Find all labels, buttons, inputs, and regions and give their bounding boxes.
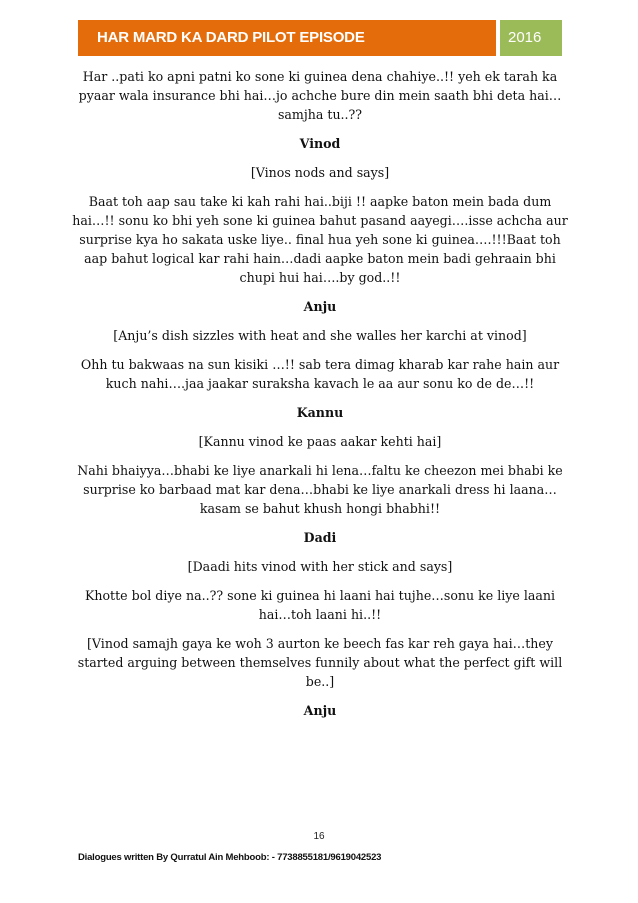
stage-direction: [Daadi hits vinod with her stick and says]: [187, 559, 453, 574]
header-year: 2016: [500, 20, 562, 56]
page-header: [78, 20, 562, 56]
script-body: [70, 67, 570, 730]
footer-credit: Dialogues written By Qurratul Ain Mehboob: - 7738855181/9619042523: [78, 852, 382, 863]
page-number: 16: [313, 831, 325, 842]
speaker-name: Kannu: [296, 405, 344, 420]
dialogue-paragraph: Ohh tu bakwaas na sun kisiki …!! sab tera dimag kharab kar rahe hain aur kuch nahi….jaa jaakar suraksha kavach le aa aur sonu ko de de…!!: [80, 357, 560, 391]
speaker-name: Dadi: [303, 530, 337, 545]
dialogue-paragraph: Nahi bhaiyya…bhabi ke liye anarkali hi lena…faltu ke cheezon mei bhabi ke surprise ko barbaad mat kar dena…bhabi ke liye anarkali dress hi laana…kasam se bahut khush hongi bhabhi!!: [77, 463, 563, 516]
stage-direction: [Anju’s dish sizzles with heat and she walles her karchi at vinod]: [113, 328, 527, 343]
stage-direction: [Kannu vinod ke paas aakar kehti hai]: [198, 434, 442, 449]
dialogue-paragraph: Baat toh aap sau take ki kah rahi hai..biji !! aapke baton mein bada dum hai…!! sonu ko bhi yeh sone ki guinea bahut pasand aayegi….isse achcha aur surprise kya ho sakata uske liye.. final hua yeh sone ki guinea….!!!Baat toh aap bahut logical kar rahi hain…dadi aapke baton mein badi gehraain bhi chupi hui hai….by god..!!: [72, 194, 568, 285]
speaker-name: Vinod: [299, 136, 341, 151]
stage-direction: [Vinos nods and says]: [250, 165, 390, 180]
speaker-name: Anju: [303, 703, 337, 718]
stage-direction: [Vinod samajh gaya ke woh 3 aurton ke beech fas kar reh gaya hai…they started arguing between themselves funnily about what the perfect gift will be..]: [77, 636, 563, 689]
dialogue-paragraph: Har ..pati ko apni patni ko sone ki guinea dena chahiye..!! yeh ek tarah ka pyaar wala insurance bhi hai…jo achche bure din mein saath bhi deta hai…samjha tu..??: [78, 69, 562, 122]
header-title: HAR MARD KA DARD PILOT EPISODE: [78, 20, 496, 56]
speaker-name: Anju: [303, 299, 337, 314]
dialogue-paragraph: Khotte bol diye na..?? sone ki guinea hi laani hai tujhe…sonu ke liye laani hai…toh laani hi..!!: [84, 588, 556, 622]
